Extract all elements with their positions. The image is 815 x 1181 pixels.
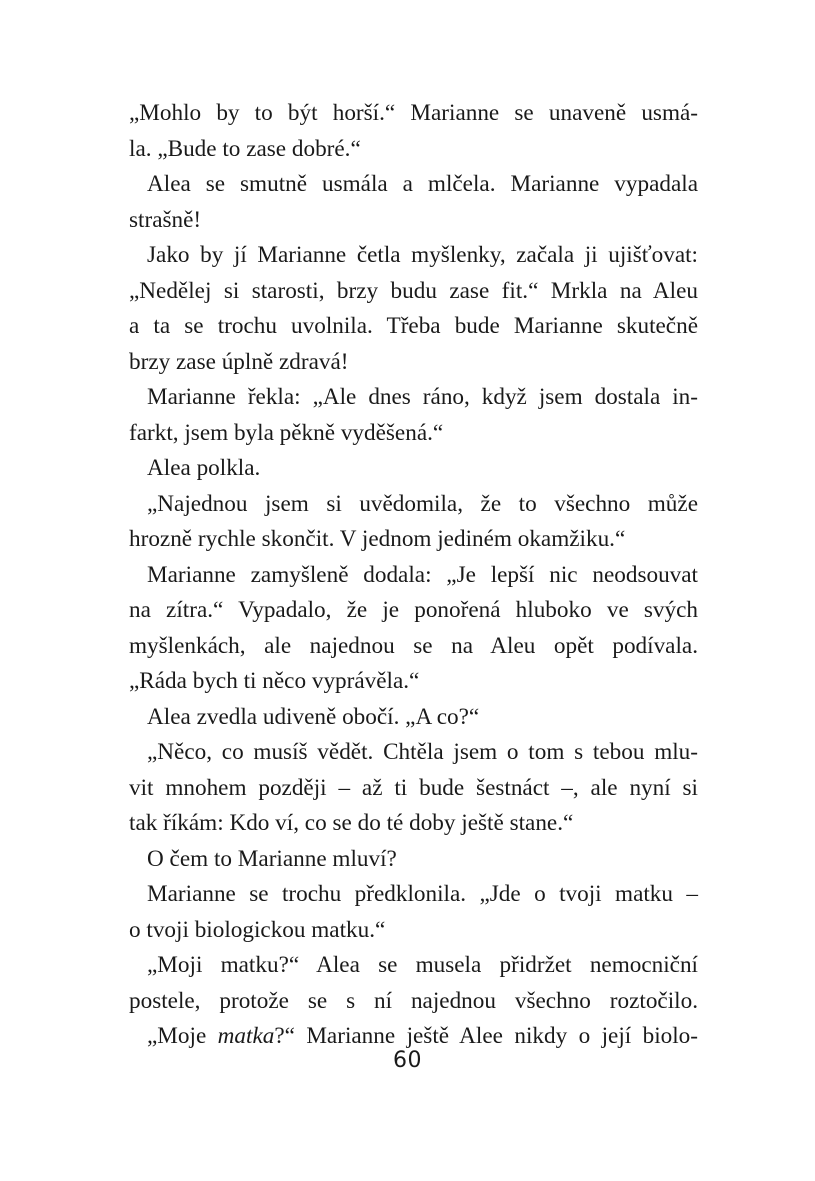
text-line: o tvoji biologickou matku.“ [129,916,386,943]
text-line: vit mnohem později – až ti bude šestnáct –, ale nyní si [129,774,698,801]
text-line: postele, protože se s ní najednou všechno roztočilo. [129,987,698,1014]
text-line: Marianne se trochu předklonila. „Jde o tvoji matku – [147,881,698,907]
text-line: na zítra.“ Vypadalo, že je ponořená hluboko ve svých [129,597,698,623]
text-line: O čem to Marianne mluví? [147,845,397,872]
text-line: Alea polkla. [147,455,261,481]
text-line: Marianne zamyšleně dodala: „Je lepší nic neodsouvat [147,561,698,588]
text-line: la. „Bude to zase dobré.“ [129,135,361,162]
page-text [129,96,698,1055]
text-line: „Nedělej si starosti, brzy budu zase fit.“ Mrkla na Aleu [129,277,698,304]
text-line: Marianne řekla: „Ale dnes ráno, když jsem dostala in- [147,384,698,410]
text-line: a ta se trochu uvolnila. Třeba bude Marianne skutečně [129,313,698,339]
text-line: Alea zvedla udiveně obočí. „A co?“ [147,703,480,730]
text-line: tak říkám: Kdo ví, co se do té doby ještě stane.“ [129,810,574,836]
text-line: Alea se smutně usmála a mlčela. Marianne vypadala [147,171,698,197]
text-line: myšlenkách, ale najednou se na Aleu opět podívala. [129,632,698,659]
last-line-after: ?“ Marianne ještě Alee nikdy o její biolo- [274,1023,698,1049]
text-line: Jako by jí Marianne četla myšlenky, začala ji ujišťovat: [147,242,698,268]
text-line: „Něco, co musíš vědět. Chtěla jsem o tom s tebou mlu- [147,739,698,765]
page-number: 60 [393,1048,422,1073]
text-line: hrozně rychle skončit. V jednom jediném okamžiku.“ [129,526,626,552]
emphasized-word: matka [217,1023,275,1049]
text-line: „Mohlo by to být horší.“ Marianne se unaveně usmá- [129,100,698,126]
text-line: brzy zase úplně zdravá! [129,348,349,375]
text-line: „Ráda bych ti něco vyprávěla.“ [129,668,420,694]
text-line: farkt, jsem byla pěkně vyděšená.“ [129,419,444,446]
text-line: „Najednou jsem si uvědomila, že to všechno může [147,490,698,517]
text-line: „Moji matku?“ Alea se musela přidržet nemocniční [147,952,698,978]
text-line: strašně! [129,206,202,233]
last-line-before: „Moje [147,1023,218,1049]
